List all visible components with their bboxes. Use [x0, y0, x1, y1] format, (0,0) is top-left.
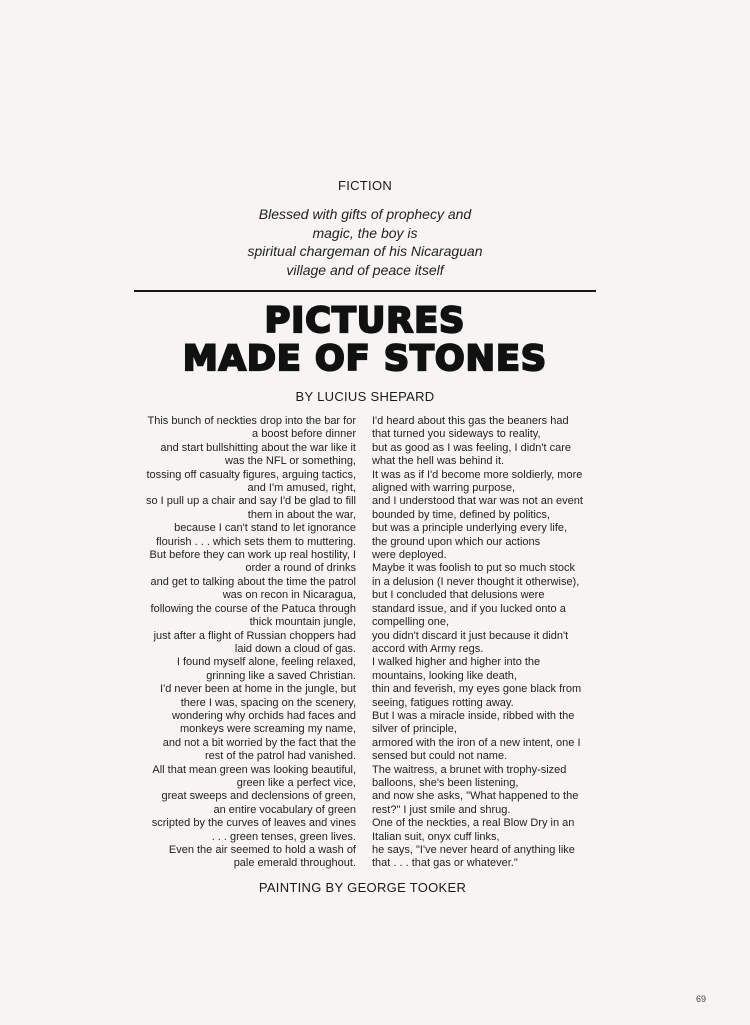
text-line: in a delusion (I never thought it otherwise),: [372, 575, 580, 588]
text-line: that turned you sideways to reality,: [372, 428, 541, 441]
text-line: Maybe it was foolish to put so much stock: [372, 562, 575, 575]
text-line: an entire vocabulary of green: [213, 803, 356, 816]
text-line: Italian suit, onyx cuff links,: [372, 830, 500, 843]
text-line: and start bullshitting about the war like it: [160, 441, 356, 454]
right-column: [372, 415, 602, 871]
text-line: This bunch of neckties drop into the bar for: [147, 415, 356, 427]
text-line: Even the air seemed to hold a wash of: [168, 844, 356, 856]
text-line: I walked higher and higher into the: [372, 656, 541, 669]
text-line: rest of the patrol had vanished.: [204, 750, 356, 763]
story-title-line-2: MADE OF STONES: [182, 339, 548, 379]
page-number: 69: [696, 994, 707, 1004]
text-line: and I understood that war was not an event: [372, 495, 583, 508]
section-label: FICTION: [337, 178, 393, 193]
left-column: [126, 415, 356, 871]
text-line: great sweeps and declensions of green,: [161, 790, 356, 803]
text-line: But before they can work up real hostility, I: [149, 549, 356, 562]
text-line: But I was a miracle inside, ribbed with the: [372, 709, 575, 722]
text-line: mountains, looking like death,: [372, 669, 517, 682]
text-line: a boost before dinner: [252, 428, 356, 441]
text-line: was on recon in Nicaragua,: [222, 589, 356, 602]
text-line: so I pull up a chair and say I'd be glad to fill: [145, 495, 356, 508]
text-line: balloons, she's been listening,: [372, 776, 519, 789]
text-line: and not a bit worried by the fact that the: [162, 736, 356, 749]
text-line: just after a flight of Russian choppers had: [153, 629, 356, 642]
deck: [215, 205, 515, 279]
text-line: what the hell was behind it.: [372, 455, 505, 468]
text-line: scripted by the curves of leaves and vines: [151, 817, 356, 830]
text-line: you didn't discard it just because it didn't: [372, 629, 569, 642]
text-line: flourish . . . which sets them to muttering.: [156, 535, 356, 548]
deck-line: spiritual chargeman of his Nicaraguan: [247, 243, 483, 259]
text-line: compelling one,: [372, 616, 450, 629]
text-line: I'd never been at home in the jungle, but: [160, 683, 356, 696]
text-line: bounded by time, defined by politics,: [372, 508, 550, 521]
text-line: but was a principle underlying every life,: [372, 522, 568, 535]
text-line: were deployed.: [372, 549, 447, 562]
text-line: that . . . that gas or whatever.": [372, 857, 518, 870]
text-line: wondering why orchids had faces and: [171, 709, 356, 722]
text-line: but as good as I was feeling, I didn't care: [372, 441, 571, 454]
text-line: One of the neckties, a real Blow Dry in an: [372, 817, 575, 830]
text-line: was the NFL or something,: [224, 455, 356, 468]
painting-credit: PAINTING BY GEORGE TOOKER: [258, 880, 467, 895]
text-line: . . . green tenses, green lives.: [211, 830, 356, 843]
title-rule: [134, 290, 596, 292]
text-line: standard issue, and if you lucked onto a: [372, 602, 566, 615]
byline: BY LUCIUS SHEPARD: [295, 389, 435, 404]
text-line: and get to talking about the time the patrol: [150, 575, 356, 588]
text-line: silver of principle,: [372, 723, 457, 736]
text-line: armored with the iron of a new intent, one I: [372, 736, 581, 749]
text-line: and now she asks, "What happened to the: [372, 790, 579, 803]
text-line: It was as if I'd become more soldierly, more: [372, 468, 583, 481]
text-line: thick mountain jungle,: [249, 616, 356, 629]
text-line: laid down a cloud of gas.: [234, 642, 356, 655]
text-line: I found myself alone, feeling relaxed,: [176, 656, 356, 669]
text-line: All that mean green was looking beautiful,: [152, 763, 356, 776]
text-line: the ground upon which our actions: [372, 535, 541, 548]
text-line: there I was, spacing on the scenery,: [180, 696, 356, 709]
text-line: accord with Army regs.: [372, 642, 484, 655]
text-line: order a round of drinks: [245, 562, 356, 575]
deck-line: magic, the boy is: [312, 224, 418, 241]
story-title-line-1: PICTURES: [264, 301, 466, 341]
text-line: them in about the war,: [247, 508, 356, 521]
text-line: seeing, fatigues rotting away.: [372, 696, 514, 709]
text-line: I'd heard about this gas the beaners had: [372, 415, 569, 427]
deck-line: village and of peace itself: [286, 261, 444, 278]
text-line: following the course of the Patuca through: [150, 602, 356, 615]
text-line: monkeys were screaming my name,: [179, 723, 356, 736]
text-line: aligned with warring purpose,: [372, 482, 516, 495]
text-line: but I concluded that delusions were: [372, 589, 545, 602]
deck-line: Blessed with gifts of prophecy and: [258, 206, 472, 222]
text-line: he says, "I've never heard of anything like: [372, 844, 575, 856]
text-line: because I can't stand to let ignorance: [174, 522, 356, 535]
text-line: thin and feverish, my eyes gone black from: [372, 683, 582, 696]
text-line: grinning like a saved Christian.: [206, 669, 356, 682]
text-line: and I'm amused, right,: [247, 482, 356, 495]
text-line: pale emerald throughout.: [233, 857, 356, 870]
text-line: The waitress, a brunet with trophy-sized: [372, 763, 567, 776]
text-line: green like a perfect vice,: [236, 776, 356, 789]
text-line: sensed but could not name.: [372, 750, 508, 763]
text-line: tossing off casualty figures, arguing tactics,: [146, 468, 356, 481]
text-line: rest?" I just smile and shrug.: [372, 803, 511, 816]
